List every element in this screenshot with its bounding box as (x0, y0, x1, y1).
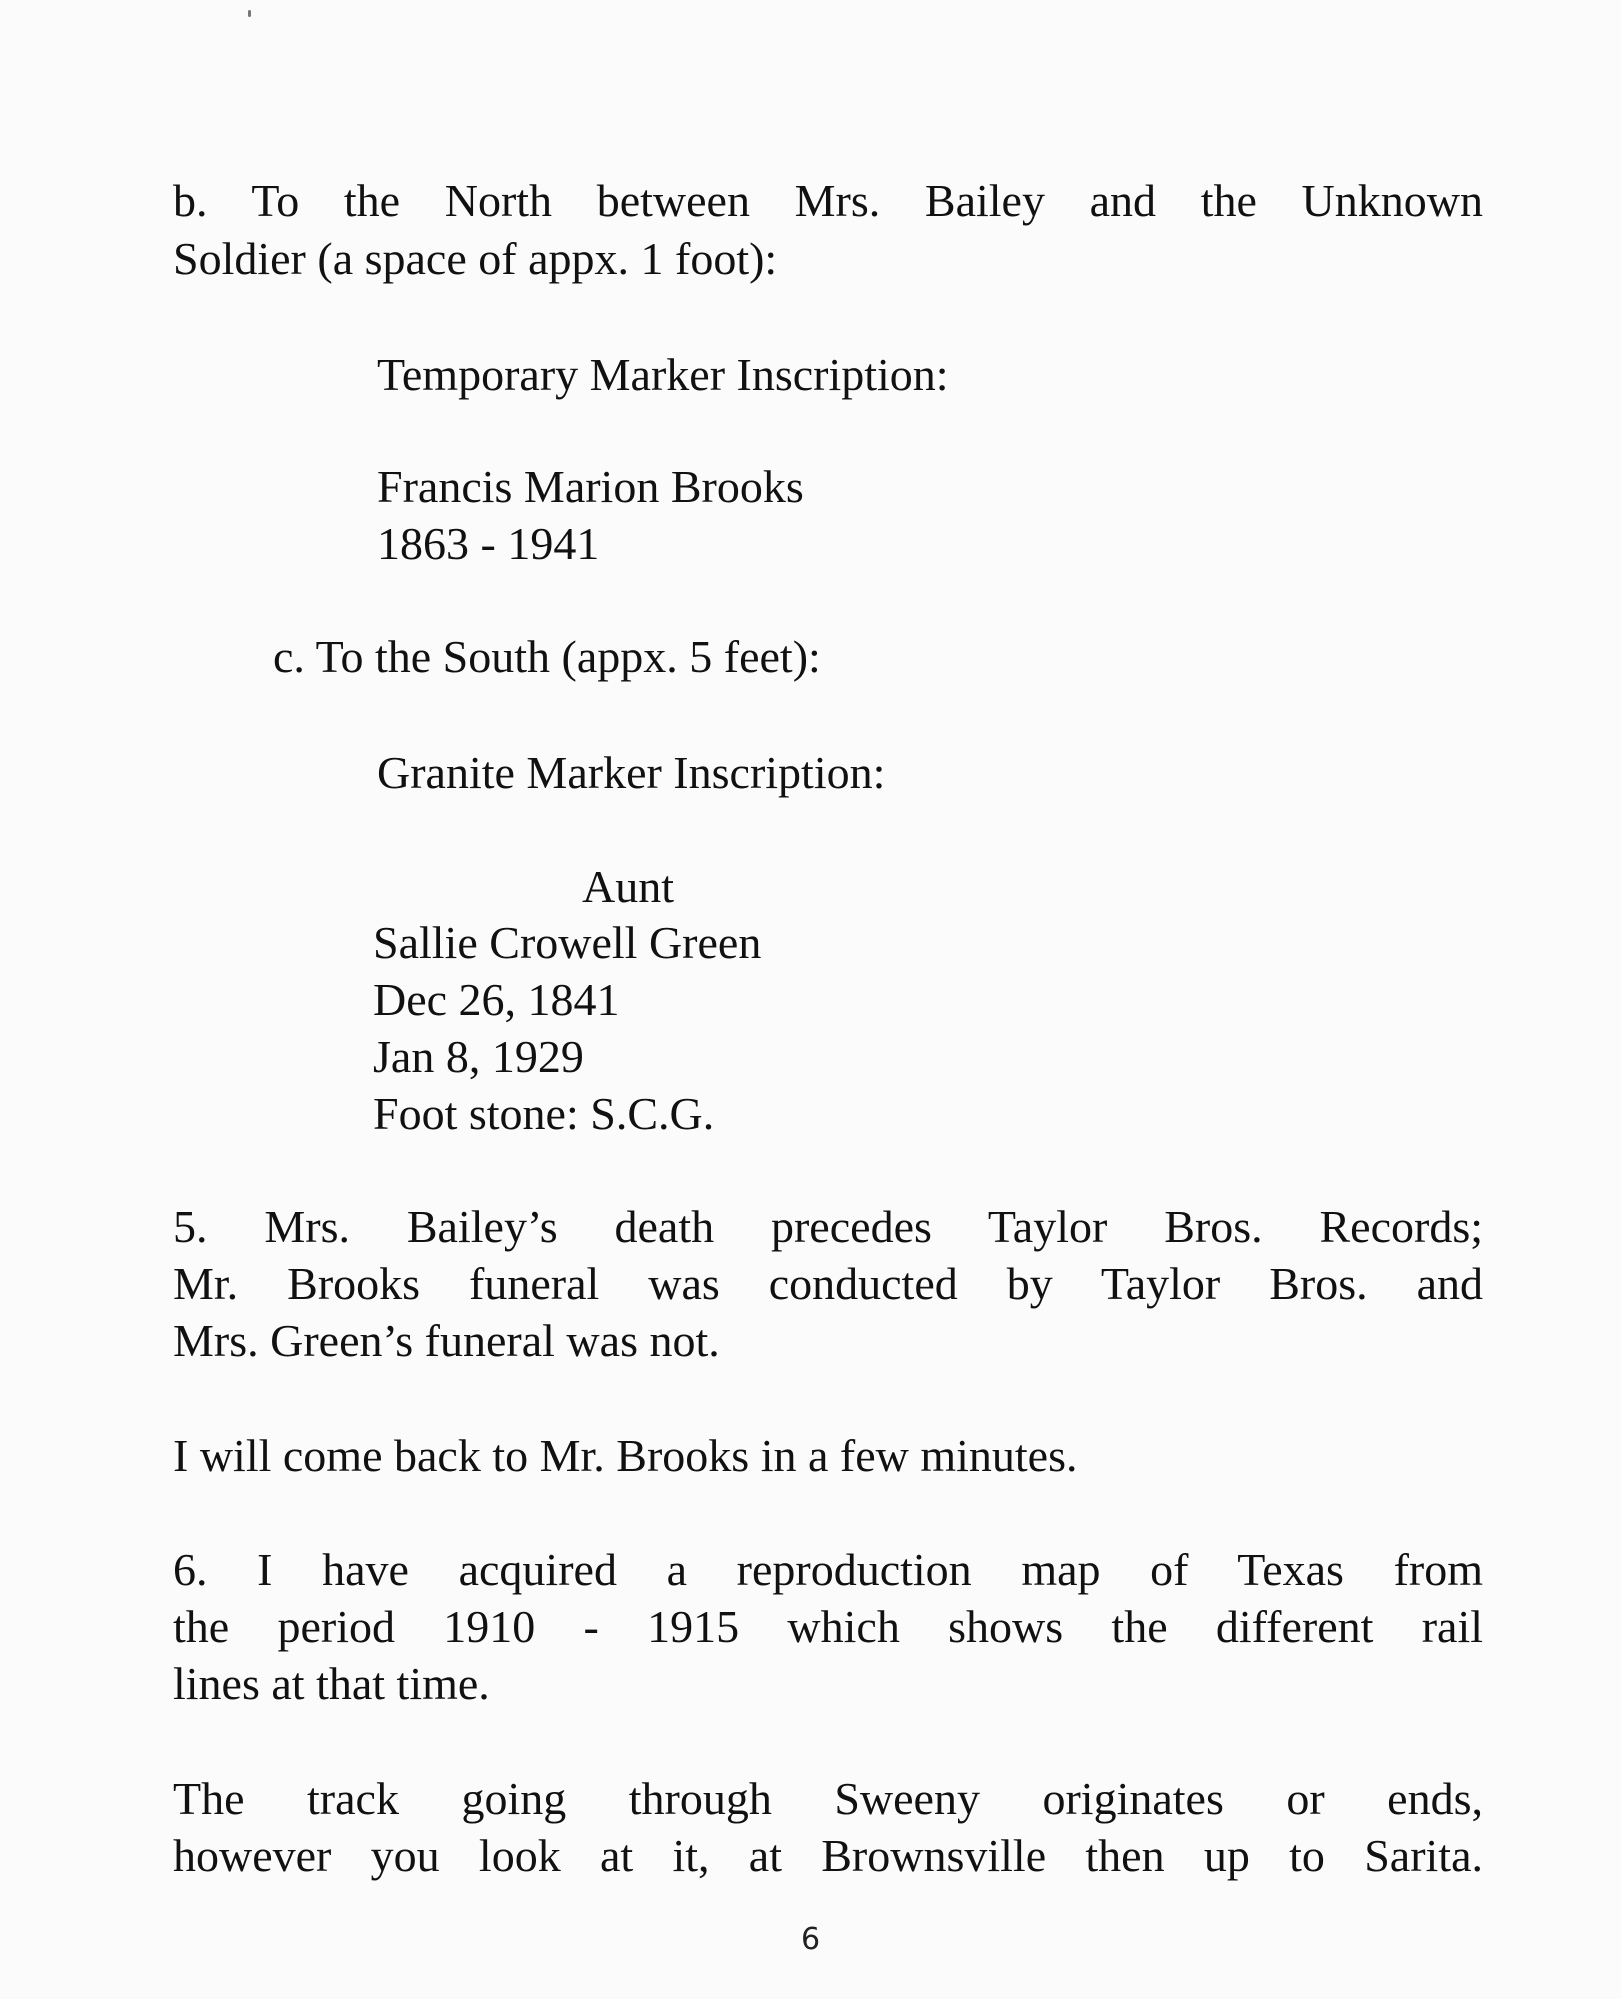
item-6-line-3: lines at that time. (173, 1658, 490, 1709)
track-line-1: The track going through Sweeny originates or ends, (173, 1773, 1483, 1824)
page-number: 6 (800, 1922, 821, 1957)
item-5-line-1: 5. Mrs. Bailey’s death precedes Taylor Bros. Records; (173, 1201, 1483, 1252)
temporary-marker-label: Temporary Marker Inscription: (377, 349, 949, 400)
green-name: Sallie Crowell Green (373, 917, 762, 968)
green-birth: Dec 26, 1841 (373, 974, 620, 1025)
scan-speck (248, 10, 251, 17)
item-6-line-1: 6. I have acquired a reproduction map of Texas from (173, 1544, 1483, 1595)
brooks-name: Francis Marion Brooks (377, 461, 804, 512)
green-foot-stone: Foot stone: S.C.G. (373, 1088, 715, 1139)
brooks-years: 1863 - 1941 (377, 518, 600, 569)
section-c-heading: c. To the South (appx. 5 feet): (273, 631, 821, 682)
green-death: Jan 8, 1929 (373, 1031, 584, 1082)
green-relation: Aunt (582, 861, 674, 912)
granite-marker-label: Granite Marker Inscription: (377, 747, 886, 798)
track-line-2: however you look at it, at Brownsville then up to Sarita. (173, 1830, 1483, 1881)
item-5-line-2: Mr. Brooks funeral was conducted by Taylor Bros. and (173, 1258, 1483, 1309)
item-5-line-3: Mrs. Green’s funeral was not. (173, 1315, 720, 1366)
come-back-sentence: I will come back to Mr. Brooks in a few minutes. (173, 1430, 1078, 1481)
item-6-line-2: the period 1910 - 1915 which shows the different rail (173, 1601, 1483, 1652)
section-b-line-2: Soldier (a space of appx. 1 foot): (173, 233, 778, 284)
section-b-line-1: b. To the North between Mrs. Bailey and the Unknown (173, 175, 1483, 226)
